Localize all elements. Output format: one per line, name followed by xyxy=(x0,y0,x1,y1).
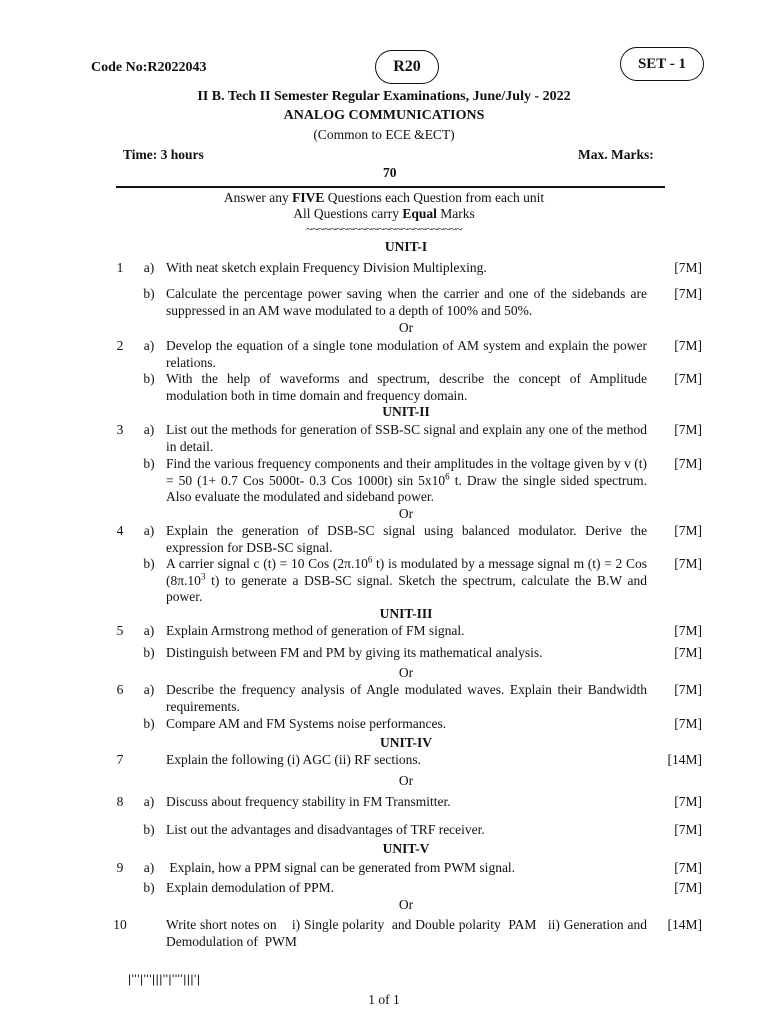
max-marks-value: 70 xyxy=(383,165,397,180)
instruction-line-1: Answer any FIVE Questions each Question from each unit xyxy=(223,190,545,205)
marks: [7M] xyxy=(674,260,702,275)
part-label: b) xyxy=(143,556,155,571)
question-text: Calculate the percentage power saving when the carrier and one of the sidebands are suppressed in an AM wave modulated to a depth of 100% and 50%. xyxy=(166,286,647,318)
part-label: b) xyxy=(143,645,155,660)
or-separator: Or xyxy=(398,506,414,521)
marks: [14M] xyxy=(667,752,702,767)
question-text: Explain Armstrong method of generation of FM signal. xyxy=(166,623,465,638)
question-number: 4 xyxy=(116,523,124,538)
question-text: Compare AM and FM Systems noise performances. xyxy=(166,716,447,731)
marks: [7M] xyxy=(674,822,702,837)
common-to: (Common to ECE &ECT) xyxy=(313,127,455,142)
question-text: Explain demodulation of PPM. xyxy=(166,880,334,895)
page-number: 1 of 1 xyxy=(368,992,400,1007)
question-number: 3 xyxy=(116,422,124,437)
marks: [7M] xyxy=(674,371,702,386)
marks: [7M] xyxy=(674,422,702,437)
marks: [7M] xyxy=(674,623,702,638)
question-text: Find the various frequency components and their amplitudes in the voltage given by v (t) = 50 (1+ 0.7 Cos 5000t- 0.3 Cos 1000t) $\sin 5x10^6$ t. Draw the single sided spectrum. Also evaluate the modulated and sideband power. xyxy=(166,456,647,504)
set-badge: SET - 1 xyxy=(620,47,704,81)
marks: [7M] xyxy=(674,880,702,895)
marks: [14M] xyxy=(667,917,702,932)
part-label: b) xyxy=(143,371,155,386)
marks: [7M] xyxy=(674,645,702,660)
or-separator: Or xyxy=(398,665,414,680)
or-separator: Or xyxy=(398,773,414,788)
part-label: a) xyxy=(143,422,155,437)
marks: [7M] xyxy=(674,286,702,301)
question-text: Explain, how a PPM signal can be generated from PWM signal. xyxy=(166,860,516,875)
part-label: b) xyxy=(143,822,155,837)
max-marks-label: Max. Marks: xyxy=(578,147,654,162)
question-text: List out the advantages and disadvantages of TRF receiver. xyxy=(166,822,485,837)
question-text: List out the methods for generation of SSB-SC signal and explain any one of the method in detail. xyxy=(166,422,647,454)
question-number: 1 xyxy=(116,260,124,275)
exam-code: Code No:R2022043 xyxy=(91,60,207,75)
unit-heading: UNIT-II xyxy=(382,404,430,419)
marks: [7M] xyxy=(674,523,702,538)
part-label: b) xyxy=(143,880,155,895)
question-number: 5 xyxy=(116,623,124,638)
time-label: Time: 3 hours xyxy=(123,147,204,162)
unit-heading: UNIT-V xyxy=(382,841,430,856)
question-text: Describe the frequency analysis of Angle modulated waves. Explain their Bandwidth requirements. xyxy=(166,682,647,714)
exam-title: II B. Tech II Semester Regular Examinations, June/July - 2022 xyxy=(197,89,571,104)
marks: [7M] xyxy=(674,456,702,471)
barcode: |'''|'''|||''|''''|||'| xyxy=(128,972,201,986)
part-label: b) xyxy=(143,716,155,731)
header-divider xyxy=(116,186,665,188)
or-separator: Or xyxy=(398,897,414,912)
part-label: b) xyxy=(143,456,155,471)
question-number: 7 xyxy=(116,752,124,767)
marks: [7M] xyxy=(674,338,702,353)
question-text: With neat sketch explain Frequency Division Multiplexing. xyxy=(166,260,487,275)
part-label: a) xyxy=(143,338,155,353)
marks: [7M] xyxy=(674,716,702,731)
marks: [7M] xyxy=(674,682,702,697)
question-number: 6 xyxy=(116,682,124,697)
question-text: Explain the following (i) AGC (ii) RF sections. xyxy=(166,752,421,767)
part-label: b) xyxy=(143,286,155,301)
question-number: 10 xyxy=(113,917,127,932)
marks: [7M] xyxy=(674,860,702,875)
part-label: a) xyxy=(143,794,155,809)
marks: [7M] xyxy=(674,794,702,809)
part-label: a) xyxy=(143,623,155,638)
subject-title: ANALOG COMMUNICATIONS xyxy=(283,108,485,123)
unit-heading: UNIT-I xyxy=(384,239,428,254)
regulation-badge: R20 xyxy=(375,50,439,84)
unit-heading: UNIT-IV xyxy=(379,735,433,750)
tilde-separator: ~~~~~~~~~~~~~~~~~~~~~~~~~~ xyxy=(306,222,462,236)
marks: [7M] xyxy=(674,556,702,571)
question-text: Discuss about frequency stability in FM Transmitter. xyxy=(166,794,451,809)
question-text: With the help of waveforms and spectrum, describe the concept of Amplitude modulation both in time domain and frequency domain. xyxy=(166,371,647,403)
or-separator: Or xyxy=(398,320,414,335)
question-text: A carrier signal c (t) = 10 Cos ($2\pi.10^6$ t) is modulated by a message signal m (t) = 2 Cos ($8\pi.10^3$ t) to generate a DSB-SC signal. Sketch the spectrum, calculate the B.W and power. xyxy=(166,554,647,604)
question-number: 9 xyxy=(116,860,124,875)
part-label: a) xyxy=(143,860,155,875)
part-label: a) xyxy=(143,260,155,275)
instruction-line-2: All Questions carry Equal Marks xyxy=(293,206,475,221)
unit-heading: UNIT-III xyxy=(379,606,433,621)
question-text: Develop the equation of a single tone modulation of AM system and explain the power relations. xyxy=(166,338,647,370)
question-text: Write short notes on i) Single polarity and Double polarity PAM ii) Generation and Demodulation of PWM xyxy=(166,917,651,949)
part-label: a) xyxy=(143,682,155,697)
question-number: 2 xyxy=(116,338,124,353)
question-text: Explain the generation of DSB-SC signal using balanced modulator. Derive the expression for DSB-SC signal. xyxy=(166,523,647,555)
part-label: a) xyxy=(143,523,155,538)
question-text: Distinguish between FM and PM by giving its mathematical analysis. xyxy=(166,645,543,660)
question-number: 8 xyxy=(116,794,124,809)
